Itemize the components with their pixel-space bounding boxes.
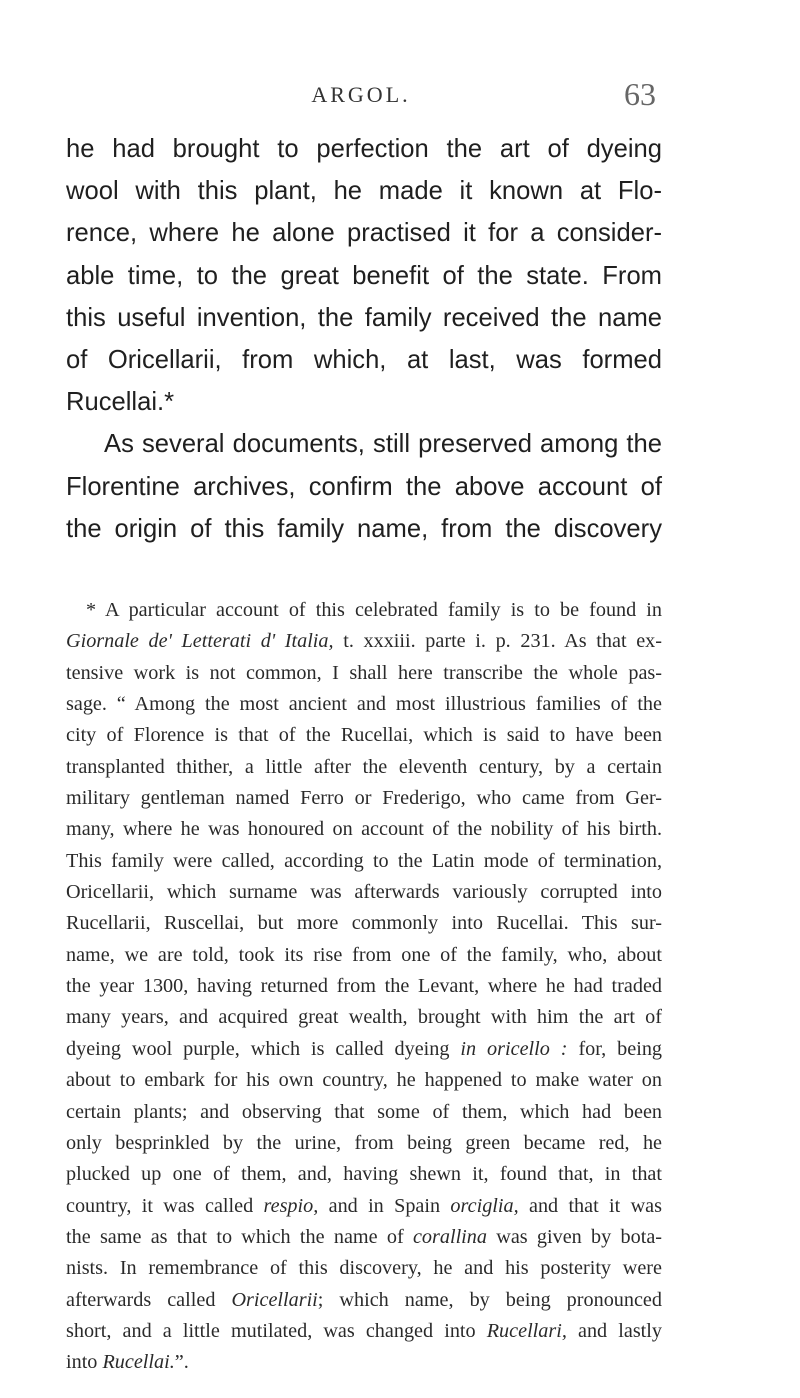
text-line: rence, where he alone practised it for a consider- <box>66 219 662 248</box>
footnote-line: tensive work is not common, I shall here transcribe the whole pas- <box>66 661 662 684</box>
footnote-line <box>66 1316 662 1347</box>
italic-term: corallina <box>412 1225 487 1248</box>
footnote-line: many years, and acquired great wealth, brought with him the art of <box>66 1006 662 1029</box>
italic-term: respio, <box>263 1194 319 1217</box>
page-number: 63 <box>624 76 656 112</box>
page-header <box>66 76 656 118</box>
footnote-line: * A particular account of this celebrated family is to be found in <box>86 599 662 621</box>
text-line: Florentine archives, confirm the above account of <box>66 472 662 501</box>
footnote-line: Rucellarii, Ruscellai, but more commonly into Rucellai. This sur- <box>66 912 662 935</box>
footnote-line: military gentleman named Ferro or Frederigo, who came from Ger- <box>66 787 662 810</box>
text-line: of Oricellarii, from which, at last, was formed <box>66 346 662 375</box>
footnote-line: nists. In remembrance of this discovery, he and his posterity were <box>66 1257 662 1280</box>
footnote-line: This family were called, according to the Latin mode of termination, <box>66 849 662 872</box>
footnote-text: country, it was called <box>66 1194 264 1217</box>
footnote-line: name, we are told, took its rise from one of the family, who, about <box>66 943 662 966</box>
footnote-line: many, where he was honoured on account of the nobility of his birth. <box>66 818 662 841</box>
footnote-line: certain plants; and observing that some of them, which had been <box>66 1100 662 1123</box>
text-line: wool with this plant, he made it known at Flo- <box>66 177 662 206</box>
footnote-line <box>66 1222 662 1253</box>
footnote-line <box>66 1285 662 1316</box>
footnote-text: and that it was <box>518 1194 662 1217</box>
footnote <box>66 595 662 1379</box>
footnote-text: and lastly <box>566 1319 662 1342</box>
footnote-text: into <box>66 1351 103 1374</box>
footnote-line: plucked up one of them, and, having shewn it, found that, in that <box>66 1163 662 1186</box>
footnote-line: city of Florence is that of the Rucellai, which is said to have been <box>66 724 662 747</box>
italic-term: Rucellari, <box>486 1319 567 1342</box>
text-line: the origin of this family name, from the discovery <box>66 514 662 543</box>
footnote-line: sage. “ Among the most ancient and most illustrious families of the <box>66 693 662 716</box>
footnote-line: Oricellarii, which surname was afterwards variously corrupted into <box>66 881 662 904</box>
footnote-text: ”. <box>174 1351 189 1374</box>
work-title: Giornale de' Letterati d' Italia, <box>66 630 334 653</box>
footnote-text: and in Spain <box>318 1194 451 1217</box>
footnote-text: was given by bota- <box>486 1225 662 1248</box>
footnote-line <box>66 1347 662 1378</box>
text-line: he had brought to perfection the art of dyeing <box>66 135 662 163</box>
footnote-line <box>66 1034 662 1065</box>
text-line: Rucellai.* <box>66 388 175 417</box>
footnote-line <box>66 1191 662 1222</box>
italic-term: Oricellarii <box>231 1288 318 1311</box>
footnote-text: t. xxxiii. parte i. p. 231. As that ex- <box>333 630 662 653</box>
footnote-line: about to embark for his own country, he happened to make water on <box>66 1069 662 1092</box>
text-line: able time, to the great benefit of the state. From <box>66 261 662 290</box>
footnote-text: dyeing wool purple, which is called dyeing <box>66 1037 461 1060</box>
footnote-text: the same as that to which the name of <box>66 1225 413 1248</box>
footnote-text: for, being <box>567 1037 663 1060</box>
footnote-line <box>66 626 662 657</box>
italic-term: Rucellai. <box>102 1351 175 1374</box>
running-head: ARGOL. <box>311 82 411 107</box>
italic-term: orciglia, <box>450 1194 519 1217</box>
paragraph <box>66 423 662 550</box>
text-line: As several documents, still preserved among the <box>104 430 662 459</box>
italic-term: in oricello : <box>460 1037 568 1060</box>
footnote-text: short, and a little mutilated, was changed into <box>66 1319 487 1342</box>
footnote-line: only besprinkled by the urine, from being green became red, he <box>66 1131 662 1154</box>
main-text <box>66 128 662 550</box>
text-line: this useful invention, the family received the name <box>66 303 662 332</box>
footnote-line: the year 1300, having returned from the Levant, where he had traded <box>66 975 662 998</box>
footnote-line: transplanted thither, a little after the eleventh century, by a certain <box>66 755 662 778</box>
footnote-text: afterwards called <box>66 1288 232 1311</box>
footnote-text: ; which name, by being pronounced <box>317 1288 662 1311</box>
paragraph-continued <box>66 128 662 423</box>
